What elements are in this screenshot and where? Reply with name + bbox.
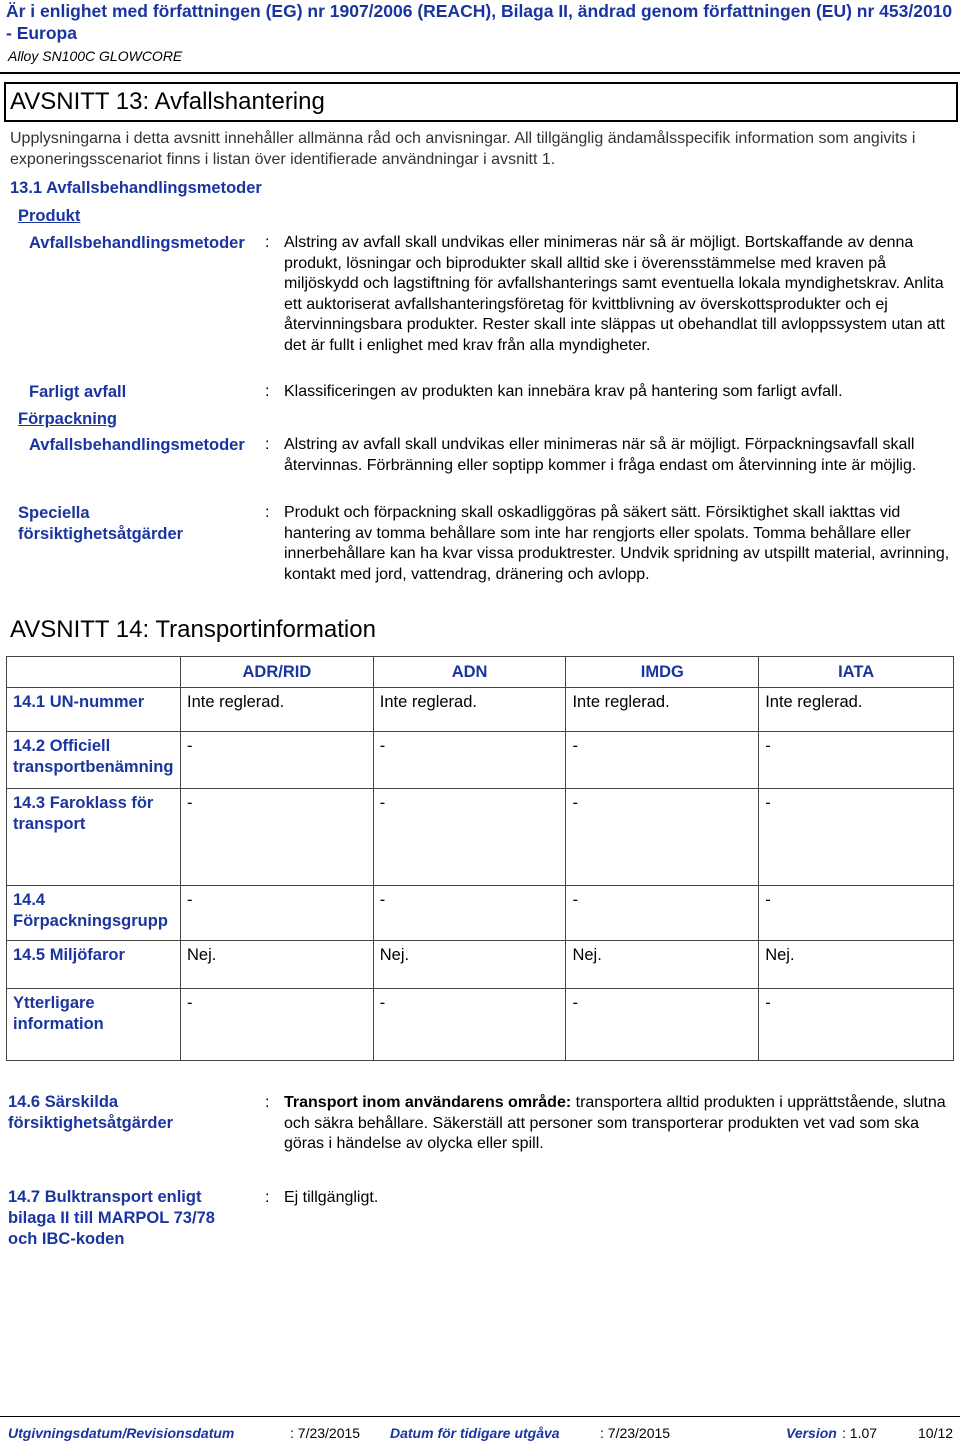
- table-cell: Nej.: [180, 941, 373, 989]
- table-cell: Inte reglerad.: [180, 688, 373, 732]
- row-label-additional-info: Ytterligare information: [7, 989, 181, 1061]
- hazardous-waste-text: Klassificeringen av produkten kan innebära krav på hantering som farligt avfall.: [284, 383, 843, 400]
- bulk-transport-14-7-label: 14.7 Bulktransport enligt bilaga II till MARPOL 73/78 och IBC-koden: [8, 1188, 215, 1248]
- table-cell: -: [759, 789, 954, 886]
- table-cell: Nej.: [759, 941, 954, 989]
- column-header-adn: ADN: [373, 657, 566, 688]
- footer-version-value: : 1.07: [842, 1425, 878, 1441]
- user-premises-text: transportera alltid produkten i upprättstående, slutna och säkra behållare. Säkerställ att personer som transporterar produkten vet vad som ska göras i händelse av olycka eller spill.: [284, 1094, 946, 1152]
- table-cell: -: [180, 989, 373, 1061]
- table-row: [7, 789, 954, 886]
- row-label-shipping-name: 14.2 Officiell transportbenämning: [7, 732, 181, 789]
- colon: :: [265, 383, 270, 400]
- footer-version-label: Version: [786, 1425, 837, 1441]
- user-premises-bold-label: Transport inom användarens område:: [284, 1094, 572, 1111]
- table-cell: Inte reglerad.: [759, 688, 954, 732]
- footer-previous-label: Datum för tidigare utgåva: [390, 1425, 560, 1441]
- waste-methods-text: Alstring av avfall skall undvikas eller minimeras när så är möjligt. Bortskaffande av denna produkt, lösningar och biprodukter skall alltid ske i överensstämmelse med kraven på miljöskydd och lagstiftning för avfallshanterings samt eventuella lokala myndighetskrav. Anlita ett auktoriserat avfallshanteringsföretag för kvittblivning av överskottsprodukter och ej återvinningsbara produkter. Rester skall inte släppas ut obehandlat till avloppssystem utan att det är fullt i enlighet med krav från alla myndigheter.: [284, 234, 945, 354]
- footer-issue-label: Utgivningsdatum/Revisionsdatum: [8, 1425, 235, 1441]
- packaging-methods-label: Avfallsbehandlingsmetoder: [29, 436, 245, 454]
- table-cell: -: [566, 789, 759, 886]
- table-cell: -: [566, 732, 759, 789]
- hazardous-waste-label: Farligt avfall: [29, 383, 127, 401]
- special-precautions-text: Produkt och förpackning skall oskadliggöras på säkert sätt. Försiktighet skall iakttas vid hantering av tomma behållare som inte har rengjorts eller spolats. Tomma behållare eller innerbehållare kan ha kvar vissa produktrester. Undvik spridning av utspillt material, avrinning, kontakt med jord, vattendrag, dränering och avlopp.: [284, 504, 950, 583]
- column-header-imdg: IMDG: [566, 657, 759, 688]
- column-header-adr-rid: ADR/RID: [180, 657, 373, 688]
- header-divider: [0, 72, 960, 74]
- footer-previous-value: : 7/23/2015: [600, 1425, 671, 1441]
- table-cell: -: [180, 886, 373, 941]
- transport-table: [6, 656, 954, 1061]
- footer-page-number: 10/12: [918, 1425, 954, 1441]
- special-precautions-label-2: försiktighetsåtgärder: [18, 525, 184, 543]
- special-precautions-14-6-label: 14.6 Särskilda försiktighetsåtgärder: [8, 1093, 174, 1132]
- footer-divider: [0, 1416, 960, 1417]
- bulk-transport-14-7-text: Ej tillgängligt.: [284, 1189, 379, 1206]
- table-row: [7, 886, 954, 941]
- column-header-iata: IATA: [759, 657, 954, 688]
- colon: :: [265, 1094, 270, 1111]
- produkt-heading: Produkt: [18, 207, 81, 225]
- table-row: [7, 688, 954, 732]
- row-label-hazard-class: 14.3 Faroklass för transport: [7, 789, 181, 886]
- colon: :: [265, 1189, 270, 1206]
- product-name: Alloy SN100C GLOWCORE: [8, 48, 183, 64]
- table-cell: -: [566, 886, 759, 941]
- table-row: [7, 732, 954, 789]
- subsection-13-1-title: 13.1 Avfallsbehandlingsmetoder: [10, 179, 262, 197]
- footer-issue-value: : 7/23/2015: [290, 1425, 361, 1441]
- table-cell: -: [373, 732, 566, 789]
- table-row: [7, 989, 954, 1061]
- document-header-title: Är i enlighet med författningen (EG) nr 1907/2006 (REACH), Bilaga II, ändrad genom författningen (EU) nr 453/2010 - Europa: [6, 1, 953, 43]
- table-header-row: [7, 657, 954, 688]
- table-cell: -: [373, 989, 566, 1061]
- table-cell: -: [759, 886, 954, 941]
- section-13-title: AVSNITT 13: Avfallshantering: [10, 88, 325, 115]
- table-cell: -: [759, 732, 954, 789]
- colon: :: [265, 234, 270, 251]
- table-cell: -: [759, 989, 954, 1061]
- section-13-intro: Upplysningarna i detta avsnitt innehåller allmänna råd och anvisningar. All tillgänglig ändamålsspecifik information som angivits i exponeringsscenariot finns i listan över identifierade användningar i avsnitt 1.: [10, 130, 916, 168]
- table-cell: -: [373, 886, 566, 941]
- packaging-methods-text: Alstring av avfall skall undvikas eller minimeras när så är möjligt. Förpackningsavfall skall återvinnas. Förbränning eller soptipp kommer i fråga endast om återvinning inte är möjlig.: [284, 436, 917, 474]
- table-cell: Inte reglerad.: [566, 688, 759, 732]
- colon: :: [265, 504, 270, 521]
- row-label-env-hazards: 14.5 Miljöfaror: [7, 941, 181, 989]
- table-cell: Inte reglerad.: [373, 688, 566, 732]
- row-label-packing-group: 14.4 Förpackningsgrupp: [7, 886, 181, 941]
- table-cell: Nej.: [373, 941, 566, 989]
- table-cell: -: [180, 789, 373, 886]
- table-cell: -: [373, 789, 566, 886]
- row-label-un-number: 14.1 UN-nummer: [7, 688, 181, 732]
- table-corner: [7, 657, 181, 688]
- table-cell: -: [180, 732, 373, 789]
- special-precautions-14-6-text: [284, 1093, 952, 1155]
- special-precautions-label-1: Speciella: [18, 504, 90, 522]
- table-row: [7, 941, 954, 989]
- table-cell: Nej.: [566, 941, 759, 989]
- forpackning-heading: Förpackning: [18, 410, 118, 428]
- colon: :: [265, 436, 270, 453]
- table-cell: -: [566, 989, 759, 1061]
- section-14-title: AVSNITT 14: Transportinformation: [10, 616, 376, 643]
- waste-methods-label: Avfallsbehandlingsmetoder: [29, 234, 245, 252]
